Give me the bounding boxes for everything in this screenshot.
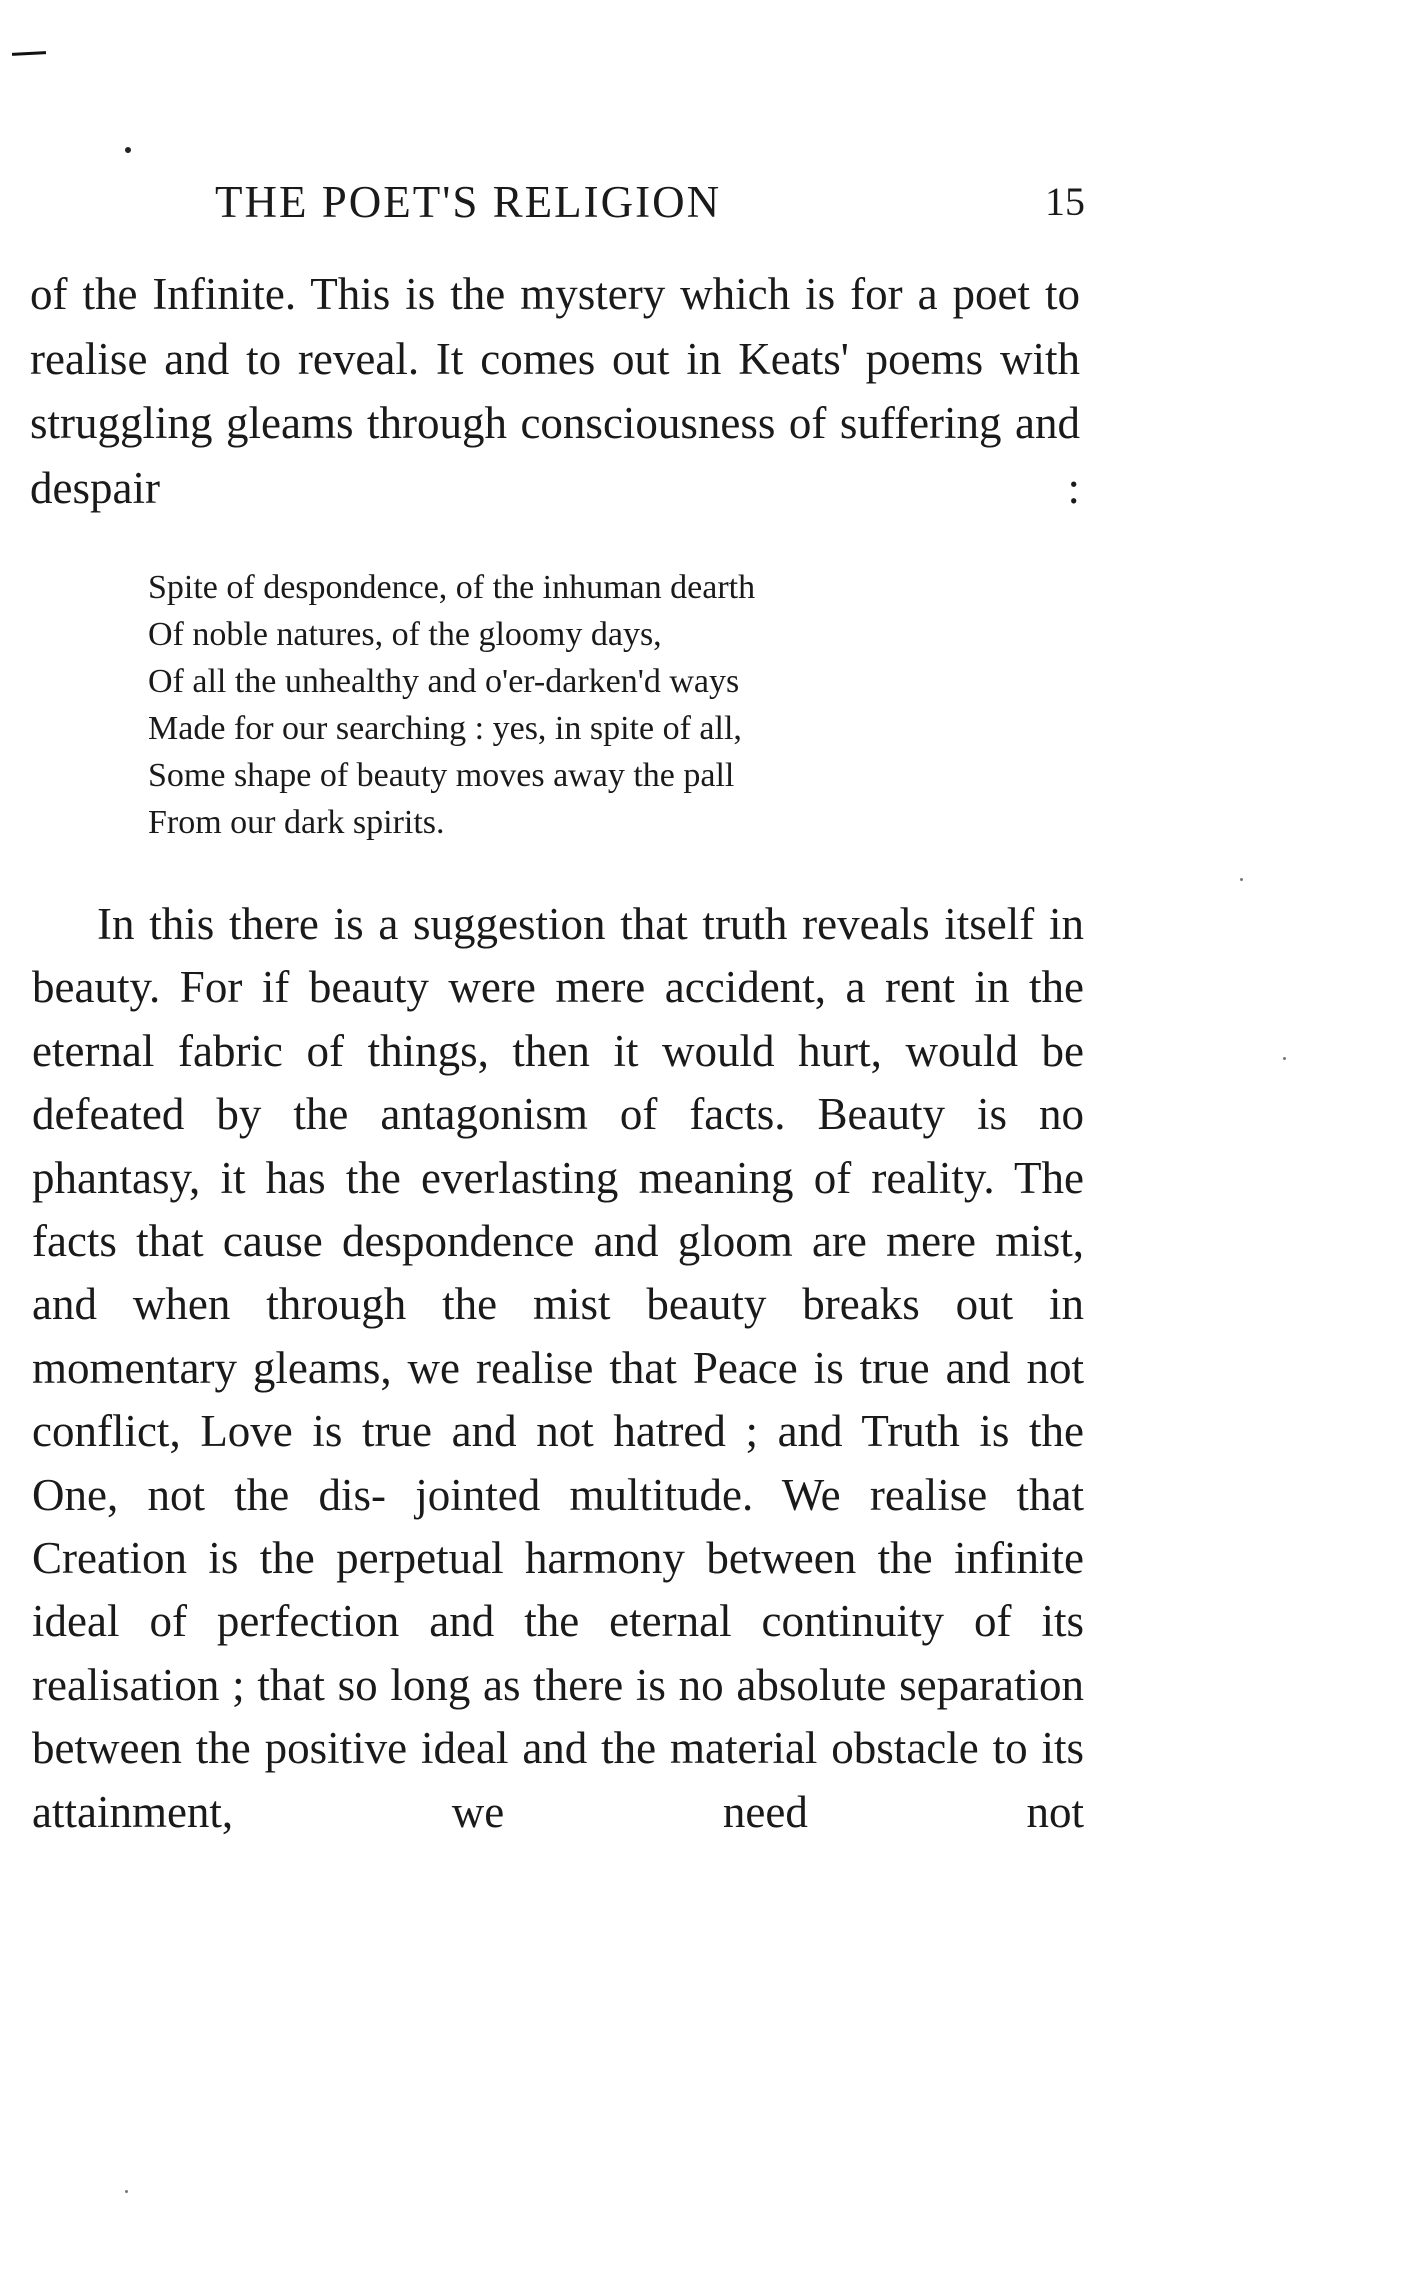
text-line: In this there is a suggestion that truth [97, 899, 788, 949]
text-line: separation between the positive ideal and the [32, 1659, 1085, 1774]
text-line: things, then it would hurt, would be defeated by [32, 1025, 1084, 1140]
text-line: it has the everlasting meaning of reality. The [220, 1152, 1084, 1203]
text-line: realisation ; that so long as there is no absolute [32, 1659, 887, 1710]
running-head: THE POET'S RELIGION [215, 177, 722, 227]
page-number: 15 [1045, 179, 1085, 224]
text-line: the perpetual harmony between the infinite ideal [32, 1533, 1084, 1647]
paragraph-1 [30, 262, 1080, 520]
text-line: mere mist, and when through the mist beauty [32, 1216, 1084, 1330]
paper-speck [125, 2190, 128, 2193]
text-line: of the Infinite. This is the mystery which is for [30, 269, 903, 319]
scan-mark [12, 51, 46, 56]
paragraph-2 [32, 893, 1084, 1844]
scan-dot [125, 147, 131, 153]
text-line: Peace is true and not conflict, Love is true and [32, 1342, 1085, 1457]
text-line: of perfection and the eternal continuity of its [149, 1596, 1084, 1647]
verse-line: Spite of despondence, of the inhuman dearth [148, 569, 756, 606]
text-line: material obstacle to its attainment, we need not [32, 1723, 1084, 1837]
text-line: breaks out in momentary gleams, we realise that [32, 1279, 1085, 1393]
page-header [215, 172, 1085, 232]
text-line: not hatred ; and Truth is the One, not the dis- [32, 1406, 1085, 1520]
paper-speck [1240, 878, 1243, 881]
verse-line: Of noble natures, of the gloomy days, [148, 616, 662, 653]
verse-quotation [148, 564, 948, 846]
text-line: consciousness of suffering and despair : [30, 398, 1080, 513]
text-line: a poet to realise and to reveal. It comes out in [30, 269, 1081, 384]
text-line: reveals itself in beauty. For if beauty were [32, 899, 1084, 1013]
verse-line: Of all the unhealthy and o'er-darken'd ways [148, 663, 740, 700]
text-line: mere accident, a rent in the eternal fabric of [32, 962, 1085, 1076]
verse-line: Made for our searching : yes, in spite of all, [148, 710, 742, 747]
paper-speck [1283, 1057, 1286, 1060]
text-line: Keats' poems with struggling gleams through [30, 333, 1080, 448]
text-line: jointed multitude. We realise that Creation is [32, 1469, 1085, 1584]
text-line: the antagonism of facts. Beauty is no phantasy, [32, 1089, 1084, 1203]
text-line: facts that cause despondence and gloom are [32, 1216, 867, 1267]
verse-line: Some shape of beauty moves away the pall [148, 757, 735, 794]
verse-line: From our dark spirits. [148, 804, 445, 841]
